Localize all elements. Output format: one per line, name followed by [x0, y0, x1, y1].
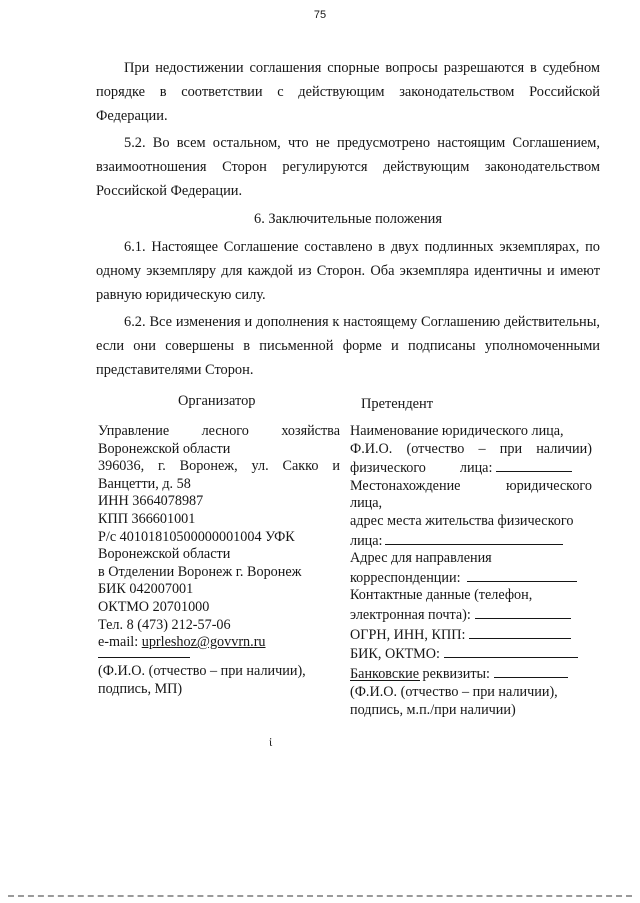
applicant-signature-caption: (Ф.И.О. (отчество – при наличии), подпись, м.п./при наличии)	[350, 684, 558, 718]
organizer-name-line-1: Управление лесного хозяйства	[98, 423, 340, 439]
organizer-signature-line	[98, 657, 190, 658]
organizer-inn: ИНН 3664078987	[98, 493, 204, 510]
organizer-account-line-2: Воронежской области	[98, 546, 231, 563]
page-bottom-edge	[8, 895, 632, 897]
organizer-kpp: КПП 366601001	[98, 510, 196, 527]
applicant-line-8: Адрес для направления	[350, 550, 492, 567]
paragraph-6-2: 6.2. Все изменения и дополнения к настоящему Соглашению действительны, если они совершены в письменной форме и подписаны уполномоченными представителями Сторон.	[96, 314, 600, 378]
applicant-line-4: Местонахождение юридического	[350, 477, 592, 494]
applicant-line-3: физического лица:	[350, 458, 592, 478]
paragraph-dispute: При недостижении соглашения спорные вопросы разрешаются в судебном порядке в соответствии с действующим законодательством Российской Федерации.	[96, 60, 600, 124]
applicant-details	[350, 423, 592, 683]
applicant-line-13: БИК, ОКТМО:	[350, 644, 592, 664]
organizer-phone: Тел. 8 (473) 212-57-06	[98, 616, 231, 633]
organizer-address-line-1: 396036, г. Воронеж, ул. Сакко и	[98, 458, 340, 475]
applicant-line-10: Контактные данные (телефон,	[350, 587, 533, 604]
paragraph-5-2: 5.2. Во всем остальном, что не предусмотрено настоящим Соглашением, взаимоотношения Сторон регулируются действующим законодательством Российской Федерации.	[96, 135, 600, 199]
section-5-text	[96, 57, 600, 208]
applicant-title: Претендент	[361, 396, 434, 412]
applicant-line-6: адрес места жительства физического	[350, 512, 574, 529]
organizer-account: Р/с 40101810500000001004 УФК	[98, 528, 295, 545]
paragraph-6-1: 6.1. Настоящее Соглашение составлено в двух подлинных экземплярах, по одному экземпляру для каждой из Сторон. Оба экземпляра идентичны и имеют равную юридическую силу.	[96, 239, 600, 303]
applicant-signature-line	[350, 680, 420, 681]
applicant-line-12: ОГРН, ИНН, КПП:	[350, 625, 592, 645]
stray-mark: ἰ	[269, 735, 273, 749]
applicant-line-2: Ф.И.О. (отчество – при наличии)	[350, 440, 592, 457]
organizer-signature-caption: (Ф.И.О. (отчество – при наличии), подпись, МП)	[98, 663, 306, 697]
applicant-line-5: лица,	[350, 495, 383, 512]
applicant-line-9: корреспонденции:	[350, 568, 592, 588]
applicant-line-7: лица:	[350, 531, 592, 551]
page-number: 75	[313, 9, 327, 21]
applicant-line-1: Наименование юридического лица,	[350, 423, 564, 439]
organizer-title: Организатор	[178, 393, 256, 409]
organizer-email-link[interactable]: uprleshoz@govvrn.ru	[141, 634, 266, 651]
applicant-line-11: электронная почта):	[350, 605, 592, 625]
organizer-email-line: e-mail: uprleshoz@govvrn.ru	[98, 634, 266, 651]
organizer-name-line-2: Воронежской области	[98, 440, 231, 457]
organizer-bank: в Отделении Воронеж г. Воронеж	[98, 563, 302, 580]
organizer-bik: БИК 042007001	[98, 581, 194, 598]
organizer-address-line-2: Ванцетти, д. 58	[98, 475, 191, 492]
section-6-text	[96, 236, 600, 387]
applicant-line-14: Банковские реквизиты:	[350, 664, 592, 684]
section-6-heading: 6. Заключительные положения	[254, 211, 442, 227]
organizer-oktmo: ОКТМО 20701000	[98, 598, 210, 615]
organizer-details	[98, 423, 340, 652]
